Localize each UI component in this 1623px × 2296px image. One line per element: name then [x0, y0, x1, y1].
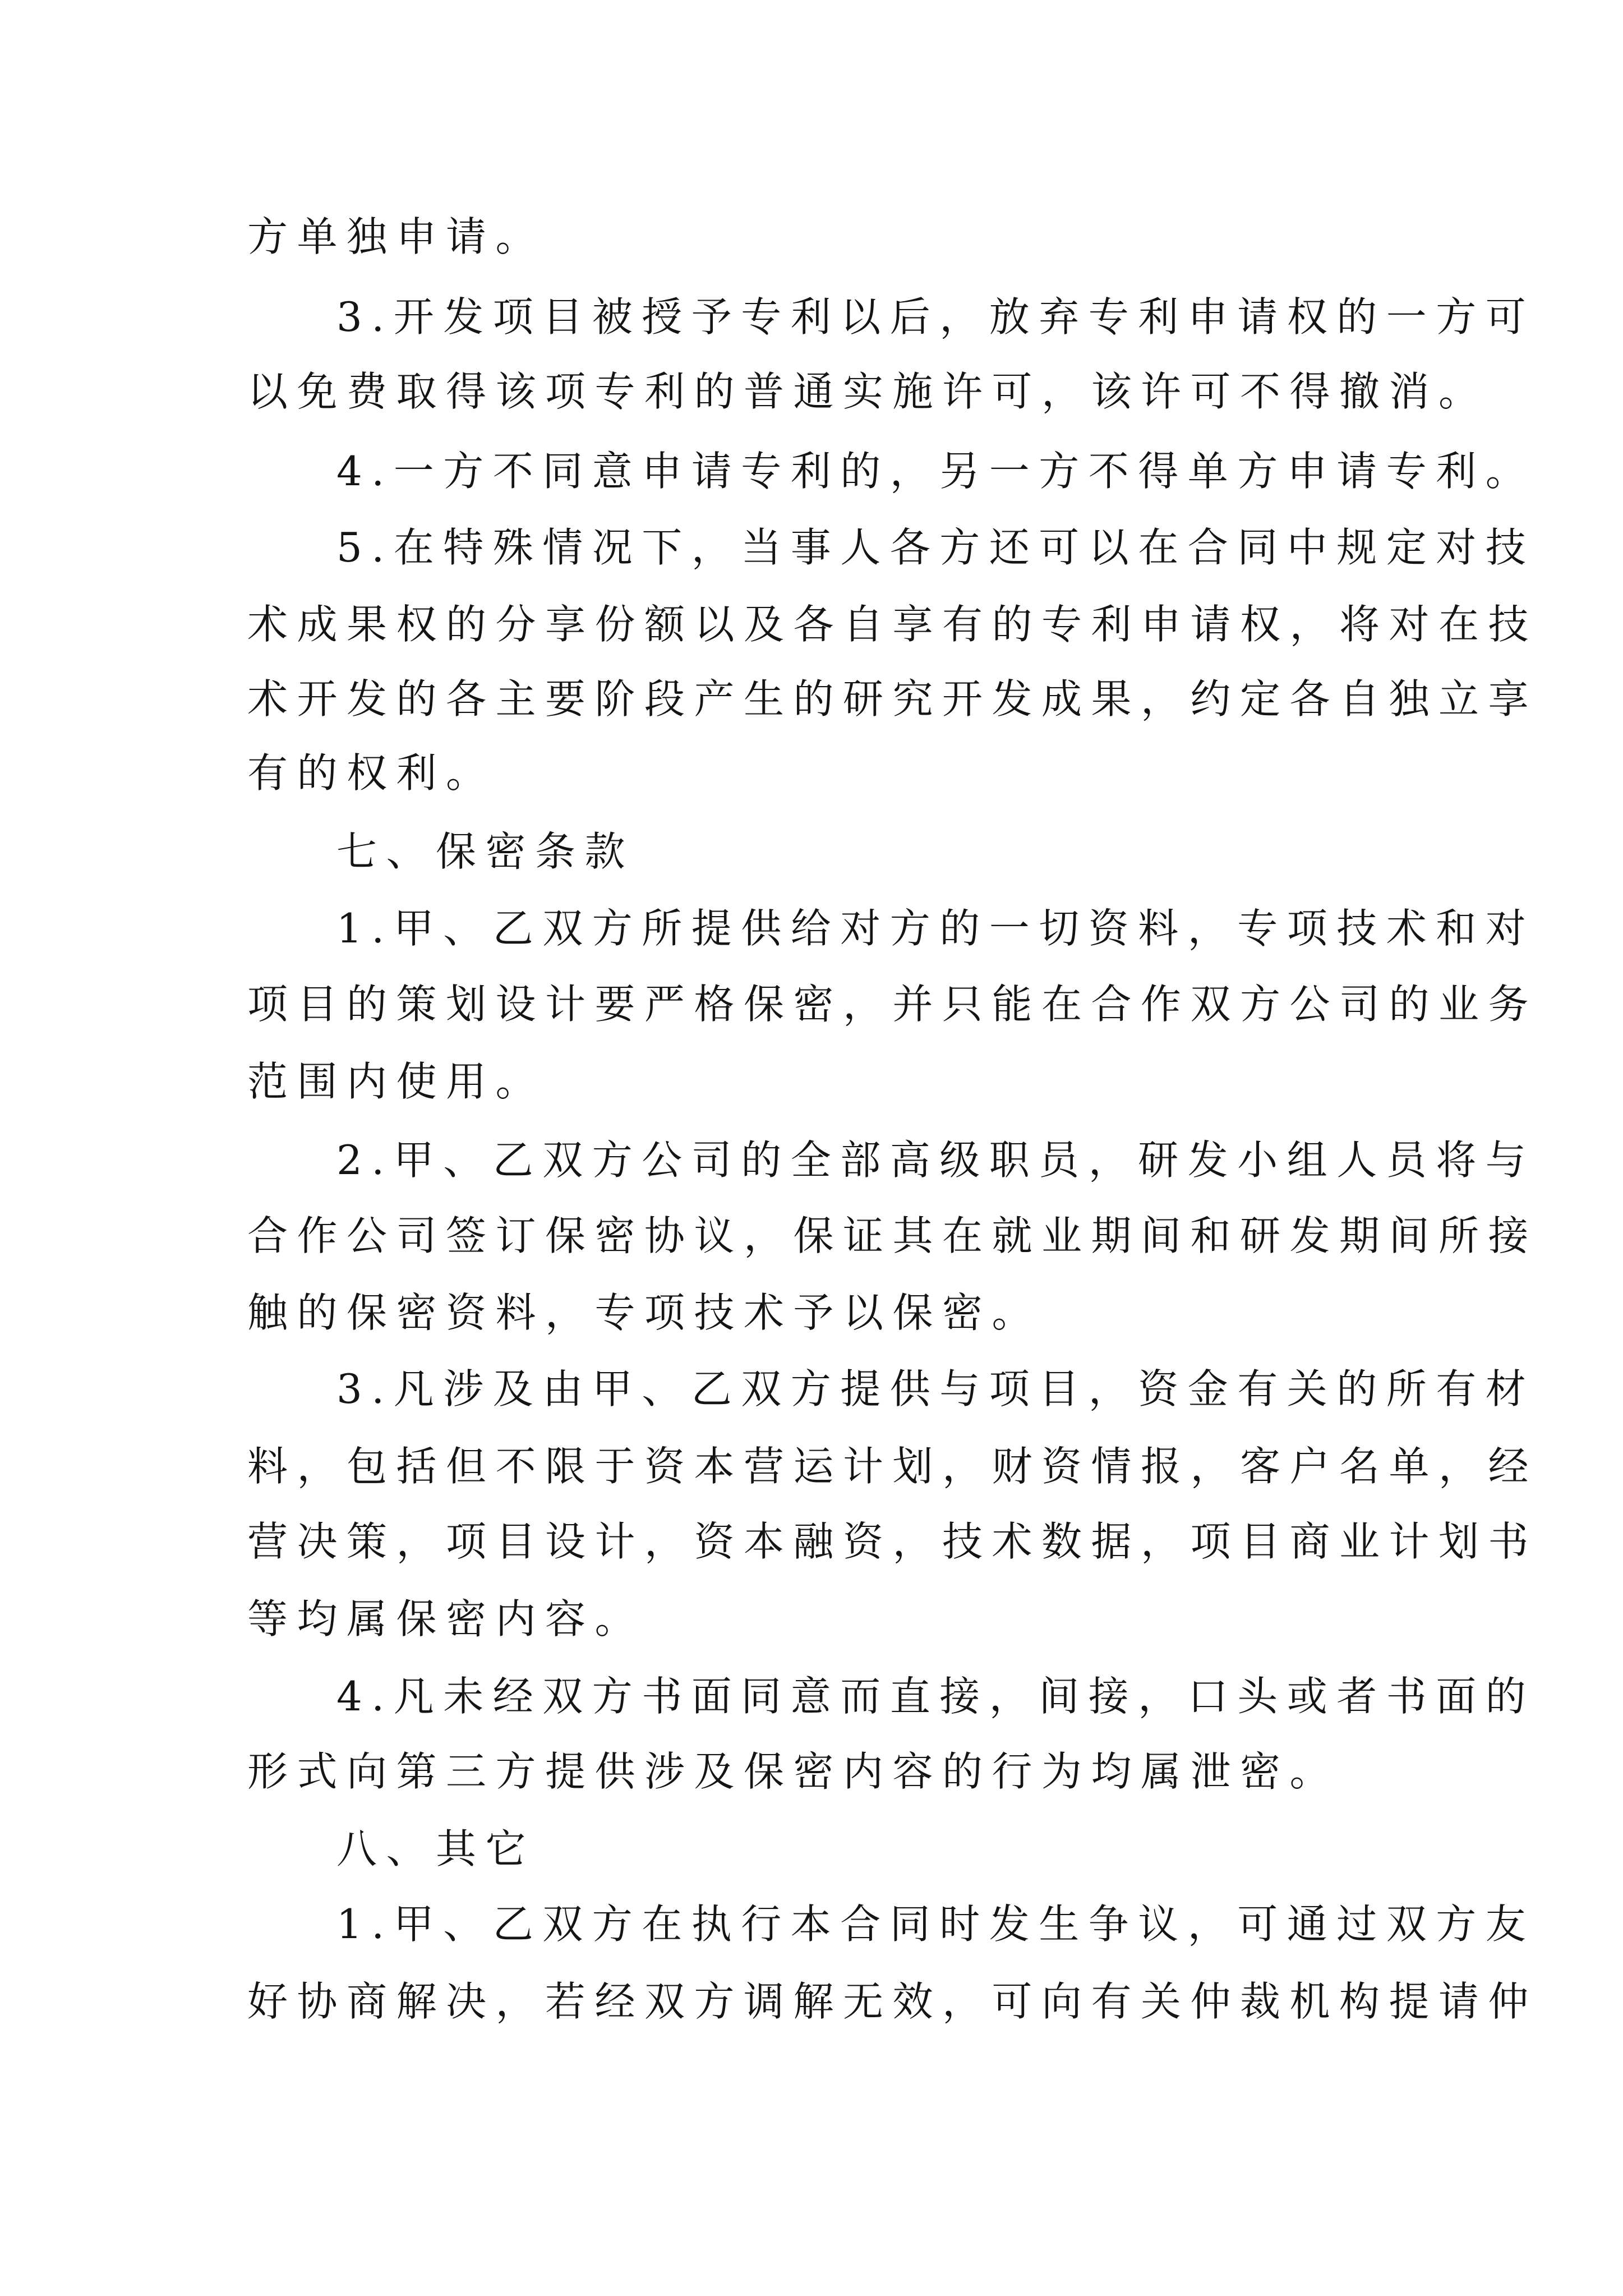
text-line: 好协商解决，若经双方调解无效，可向有关仲裁机构提请仲 [247, 1978, 1538, 2025]
text-line: 4.凡未经双方书面同意而直接，间接，口头或者书面的 [336, 1673, 1536, 1720]
text-line: 范围内使用。 [247, 1058, 546, 1105]
text-line: 术开发的各主要阶段产生的研究开发成果，约定各自独立享 [247, 675, 1538, 723]
text-line: 形式向第三方提供涉及保密内容的行为均属泄密。 [247, 1748, 1340, 1795]
text-line: 3.凡涉及由甲、乙双方提供与项目，资金有关的所有材 [336, 1365, 1536, 1412]
text-line: 1.甲、乙双方在执行本合同时发生争议，可通过双方友 [336, 1901, 1536, 1948]
text-line: 方单独申请。 [247, 213, 546, 260]
text-line: 3.开发项目被授予专利以后，放弃专利申请权的一方可 [336, 293, 1536, 341]
text-line: 有的权利。 [247, 749, 496, 797]
text-line: 合作公司签订保密协议，保证其在就业期间和研发期间所接 [247, 1212, 1538, 1259]
section-heading: 七、保密条款 [336, 828, 635, 875]
text-line: 以免费取得该项专利的普通实施许可，该许可不得撤消。 [247, 368, 1488, 415]
text-line: 等均属保密内容。 [247, 1595, 645, 1642]
text-line: 项目的策划设计要严格保密，并只能在合作双方公司的业务 [247, 981, 1538, 1028]
text-line: 营决策，项目设计，资本融资，技术数据，项目商业计划书 [247, 1518, 1538, 1565]
text-line: 1.甲、乙双方所提供给对方的一切资料，专项技术和对 [336, 905, 1536, 952]
text-line: 触的保密资料，专项技术予以保密。 [247, 1289, 1042, 1336]
text-line: 5.在特殊情况下，当事人各方还可以在合同中规定对技 [336, 524, 1536, 571]
section-heading: 八、其它 [336, 1825, 536, 1872]
text-line: 术成果权的分享份额以及各自享有的专利申请权，将对在技 [247, 601, 1538, 648]
text-line: 料，包括但不限于资本营运计划，财资情报，客户名单，经 [247, 1443, 1538, 1490]
text-line: 4.一方不同意申请专利的，另一方不得单方申请专利。 [336, 448, 1536, 495]
text-line: 2.甲、乙双方公司的全部高级职员，研发小组人员将与 [336, 1137, 1536, 1184]
